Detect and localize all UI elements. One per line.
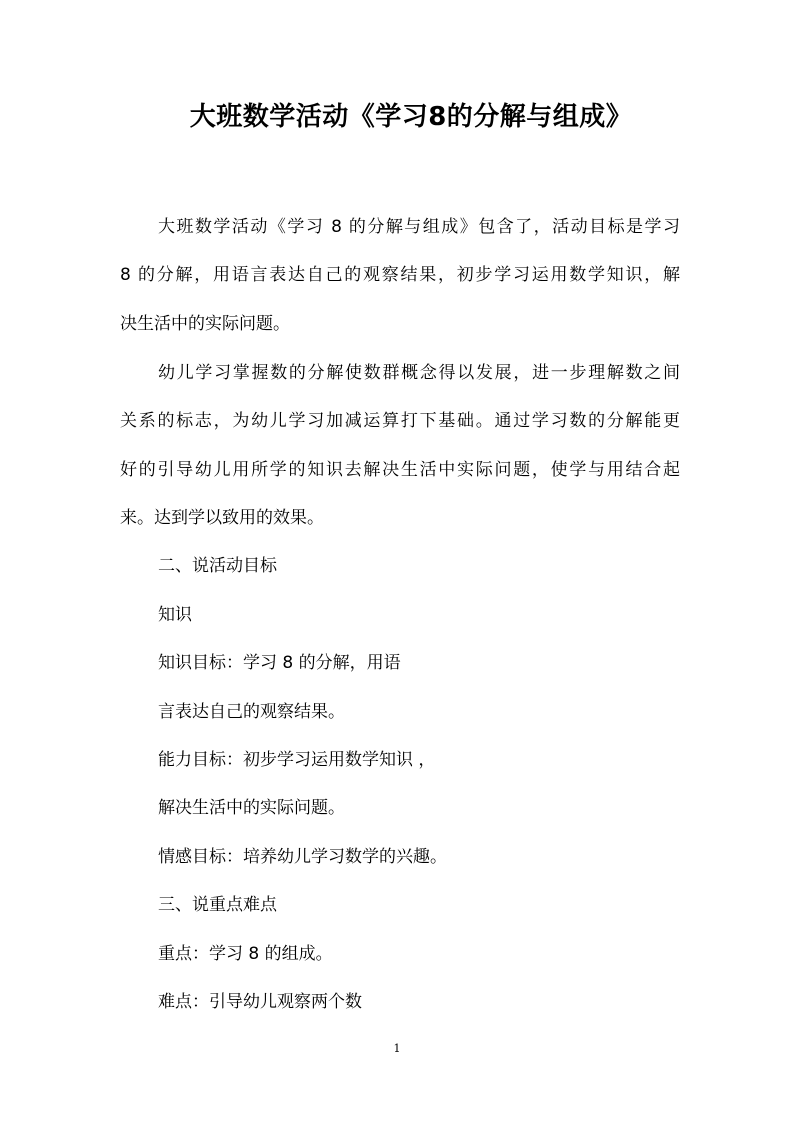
knowledge-goal-line-1: 知识目标：学习 8 的分解，用语	[158, 653, 401, 673]
ability-goal-line-1: 能力目标：初步学习运用数学知识 ，	[158, 750, 436, 770]
knowledge-goal-line-2: 言表达自己的观察结果。	[158, 702, 345, 722]
section-heading-key-points: 三、说重点难点	[158, 895, 277, 915]
knowledge-label: 知识	[158, 605, 192, 625]
key-point: 重点：学习 8 的组成。	[158, 944, 333, 964]
page-number: 1	[393, 1042, 401, 1055]
difficulty-point: 难点：引导幼儿观察两个数	[158, 992, 362, 1012]
ability-goal-line-2: 解决生活中的实际问题。	[158, 798, 345, 818]
paragraph-2-line-4: 来。达到学以致用的效果。	[120, 508, 324, 528]
paragraph-2-line-3: 好的引导幼儿用所学的知识去解决生活中实际问题，使学与用结合起	[120, 460, 680, 480]
paragraph-2-line-1: 幼儿学习掌握数的分解使数群概念得以发展，进一步理解数之间	[158, 363, 680, 383]
paragraph-2-line-2: 关系的标志，为幼儿学习加减运算打下基础。通过学习数的分解能更	[120, 411, 680, 431]
paragraph-1-line-2: 8 的分解，用语言表达自己的观察结果，初步学习运用数学知识，解	[120, 265, 680, 285]
paragraph-1-line-3: 决生活中的实际问题。	[120, 314, 290, 334]
paragraph-1-line-1: 大班数学活动《学习 8 的分解与组成》包含了，活动目标是学习	[158, 217, 680, 237]
document-title: 大班数学活动《学习8的分解与组成》	[189, 102, 633, 132]
emotion-goal: 情感目标：培养幼儿学习数学的兴趣。	[158, 847, 447, 867]
section-heading-goals: 二、说活动目标	[158, 556, 277, 576]
